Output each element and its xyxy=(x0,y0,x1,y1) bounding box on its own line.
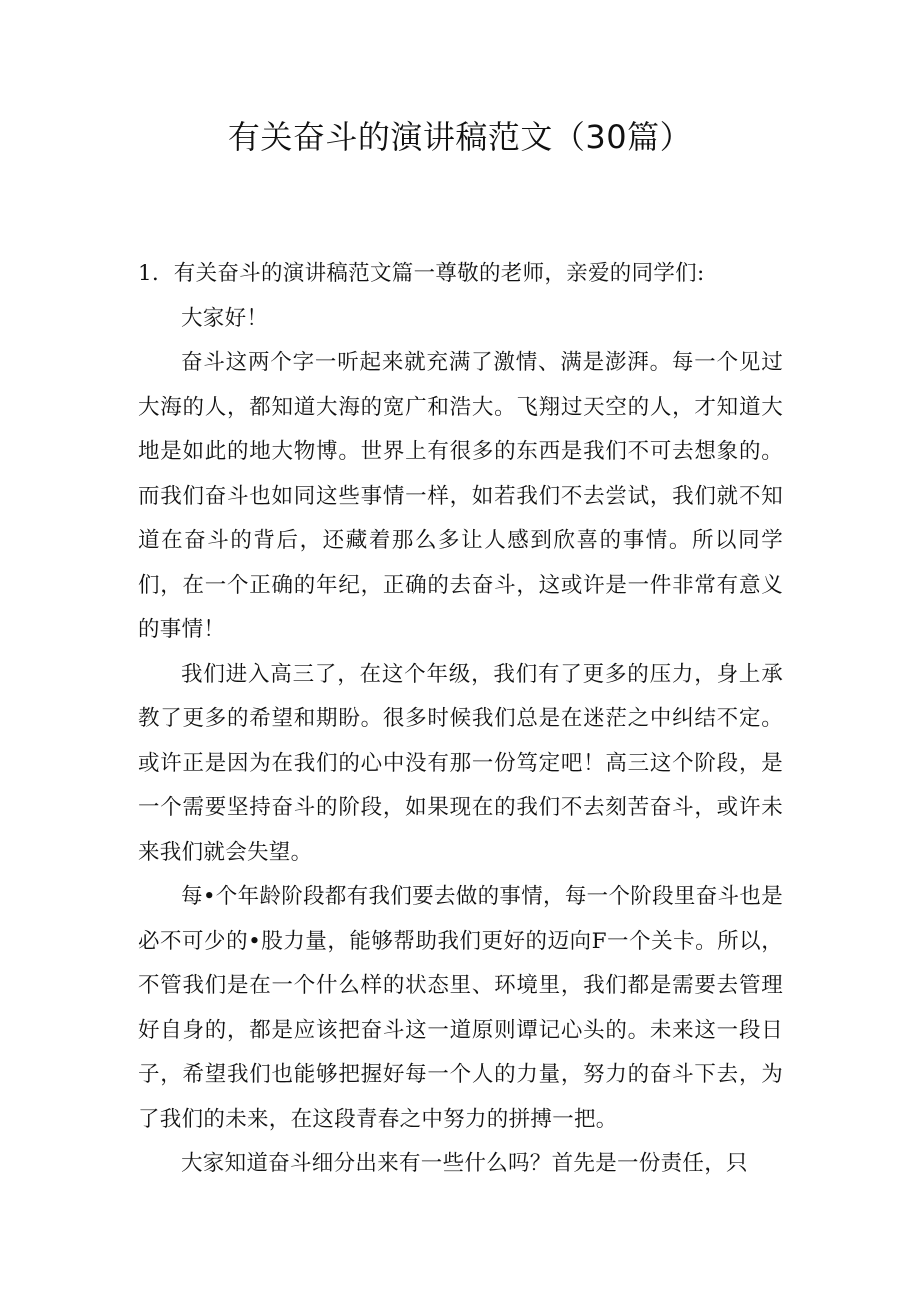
paragraph-3: 每•个年龄阶段都有我们要去做的事情，每一个阶段里奋斗也是必不可少的•股力量，能够帮助我们更好的迈向F一个关卡。所以，不管我们是在一个什么样的状态里、环境里，我们都是需要去管理好自身的，都是应该把奋斗这一道原则谭记心头的。未来这一段日子，希望我们也能够把握好每一个人的力量，努力的奋斗下去，为了我们的未来，在这段青春之中努力的拼搏一把。 xyxy=(138,884,783,1132)
paragraph-2: 我们进入高三了，在这个年级，我们有了更多的压力，身上承教了更多的希望和期盼。很多时候我们总是在迷茫之中纠结不定。或许正是因为在我们的心中没有那一份笃定吧！高三这个阶段，是一个需要坚持奋斗的阶段，如果现在的我们不去刻苦奋斗，或许未来我们就会失望。 xyxy=(138,661,783,865)
paragraph-greeting: 大家好！ xyxy=(181,305,269,331)
paragraph-4: 大家知道奋斗细分出来有一些什么吗？首先是一份责任，只 xyxy=(181,1151,748,1176)
document-body xyxy=(138,252,783,1187)
document-title: 有关奋斗的演讲稿范文（30篇） xyxy=(227,118,693,156)
speech-heading-line: 1．有关奋斗的演讲稿范文篇一尊敬的老师，亲爱的同学们: xyxy=(138,261,705,286)
paragraph-1: 奋斗这两个字一听起来就充满了激情、满是澎湃。每一个见过大海的人，都知道大海的宽广和浩大。飞翔过天空的人，才知道大地是如此的地大物博。世界上有很多的东西是我们不可去想象的。而我们奋斗也如同这些事情一样，如若我们不去尝试，我们就不知道在奋斗的背后，还藏着那么多让人感到欣喜的事情。所以同学们，在一个正确的年纪，正确的去奋斗，这或许是一件非常有意义的事情！ xyxy=(138,350,783,642)
